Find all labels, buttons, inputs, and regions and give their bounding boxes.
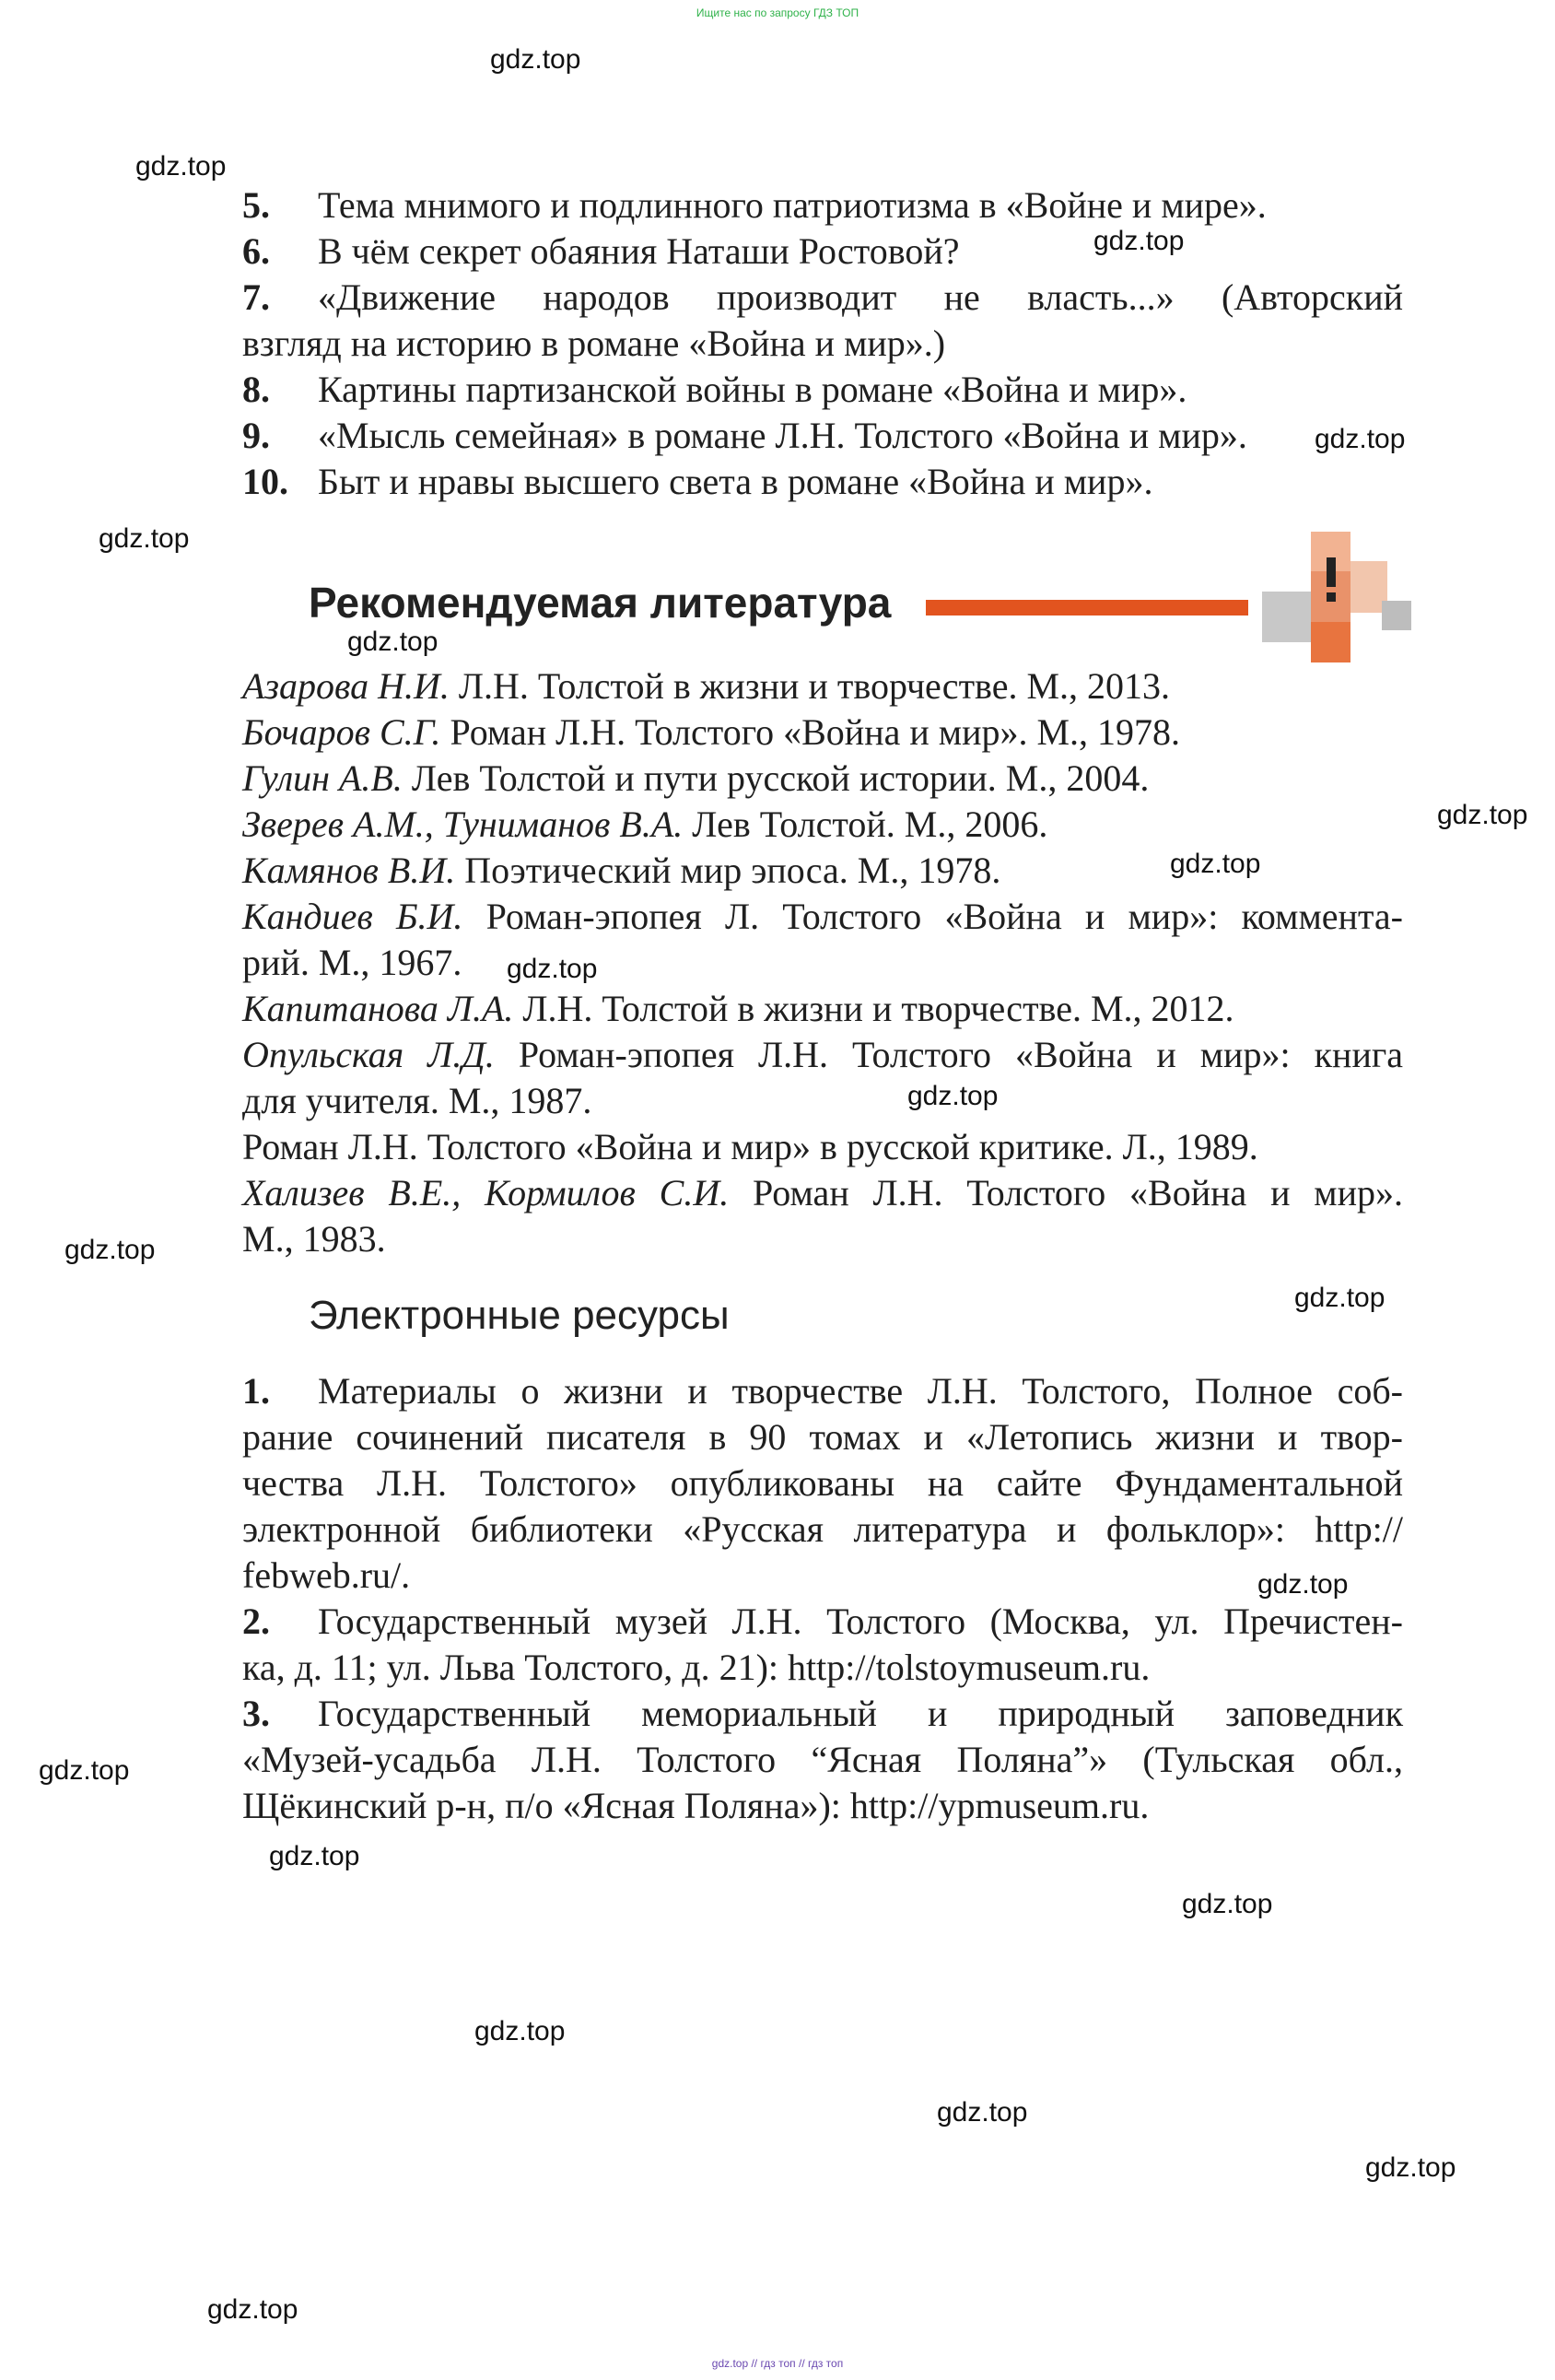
watermark: gdz.top: [490, 44, 581, 75]
watermark: gdz.top: [64, 1235, 156, 1265]
watermark: gdz.top: [1315, 424, 1406, 454]
literature-item: Камянов В.И. Поэтический мир эпоса. М., 1978.: [242, 850, 1001, 891]
resource-line: электронной библиотеки «Русская литература и фольклор»: http://: [242, 1508, 1403, 1550]
resource-item: 3. Государственный мемориальный и природный заповедник: [242, 1693, 1403, 1734]
watermark: gdz.top: [347, 627, 438, 657]
watermark: gdz.top: [269, 1841, 360, 1871]
bottom-banner: gdz.top // гдз топ // гдз топ: [711, 2357, 844, 2370]
literature-heading: Рекомендуемая литература: [309, 579, 892, 627]
topic-item: 5. Тема мнимого и подлинного патриотизма в «Войне и мире».: [242, 184, 1267, 226]
literature-item: Кандиев Б.И. Роман-эпопея Л. Толстого «Война и мир»: коммента-: [242, 896, 1403, 937]
resource-line: febweb.ru/.: [242, 1554, 411, 1596]
watermark: gdz.top: [1182, 1889, 1273, 1919]
heading-accent-bar: [926, 600, 1248, 616]
literature-item-continued: рий. М., 1967.: [242, 942, 462, 983]
watermark: gdz.top: [1294, 1283, 1385, 1313]
literature-item: Бочаров С.Г. Роман Л.Н. Толстого «Война и мир». М., 1978.: [242, 711, 1181, 753]
literature-item: Хализев В.Е., Кормилов С.И. Роман Л.Н. Толстого «Война и мир».: [242, 1172, 1403, 1213]
topic-item: 8. Картины партизанской войны в романе «Война и мир».: [242, 369, 1187, 410]
literature-item: Гулин А.В. Лев Толстой и пути русской истории. М., 2004.: [242, 757, 1150, 799]
literature-item: Зверев А.М., Туниманов В.А. Лев Толстой. М., 2006.: [242, 803, 1048, 845]
topic-item: 10. Быт и нравы высшего света в романе «Война и мир».: [242, 461, 1153, 502]
resource-line: рание сочинений писателя в 90 томах и «Летопись жизни и твор-: [242, 1416, 1403, 1458]
literature-item: Азарова Н.И. Л.Н. Толстой в жизни и творчестве. М., 2013.: [242, 665, 1171, 707]
literature-item-continued: для учителя. М., 1987.: [242, 1080, 592, 1121]
exclamation-icon: [1262, 532, 1411, 665]
topic-item-continued: взгляд на историю в романе «Война и мир».): [242, 322, 946, 364]
watermark: gdz.top: [1437, 800, 1528, 830]
topic-item: 9. «Мысль семейная» в романе Л.Н. Толстого «Война и мир».: [242, 415, 1247, 456]
watermark: gdz.top: [1170, 849, 1261, 879]
watermark: gdz.top: [135, 151, 227, 182]
resource-item: 1. Материалы о жизни и творчестве Л.Н. Толстого, Полное соб-: [242, 1370, 1403, 1412]
watermark: gdz.top: [907, 1081, 999, 1111]
resource-line: ка, д. 11; ул. Льва Толстого, д. 21): http://tolstoymuseum.ru.: [242, 1647, 1151, 1688]
watermark: gdz.top: [39, 1755, 130, 1786]
literature-item-continued: М., 1983.: [242, 1218, 386, 1260]
topic-item: 6. В чём секрет обаяния Наташи Ростовой?: [242, 230, 960, 272]
watermark: gdz.top: [99, 523, 190, 554]
resource-line: Щёкинский р-н, п/о «Ясная Поляна»): http://ypmuseum.ru.: [242, 1785, 1150, 1826]
watermark: gdz.top: [937, 2097, 1028, 2128]
watermark: gdz.top: [474, 2016, 566, 2046]
watermark: gdz.top: [1257, 1569, 1349, 1600]
resources-heading: Электронные ресурсы: [309, 1293, 730, 1338]
topic-item: 7. «Движение народов производит не власть...» (Авторский: [242, 276, 1403, 318]
resource-line: «Музей-усадьба Л.Н. Толстого “Ясная Поляна”» (Тульская обл.,: [242, 1739, 1403, 1780]
top-banner: Ищите нас по запросу ГДЗ ТОП: [696, 6, 859, 19]
resource-line: чества Л.Н. Толстого» опубликованы на сайте Фундаментальной: [242, 1462, 1403, 1504]
watermark: gdz.top: [1365, 2152, 1456, 2183]
literature-list: [242, 663, 1403, 1262]
watermark: gdz.top: [207, 2294, 298, 2325]
literature-item: Опульская Л.Д. Роман-эпопея Л.Н. Толстого «Война и мир»: книга: [242, 1034, 1404, 1075]
literature-item: Капитанова Л.А. Л.Н. Толстой в жизни и творчестве. М., 2012.: [242, 988, 1234, 1029]
watermark: gdz.top: [507, 954, 598, 984]
watermark: gdz.top: [1093, 226, 1185, 256]
topics-list: [242, 182, 1406, 505]
resources-list: [242, 1368, 1403, 1829]
resource-item: 2. Государственный музей Л.Н. Толстого (Москва, ул. Пречистен-: [242, 1600, 1403, 1642]
literature-item: Роман Л.Н. Толстого «Война и мир» в русской критике. Л., 1989.: [242, 1126, 1258, 1167]
